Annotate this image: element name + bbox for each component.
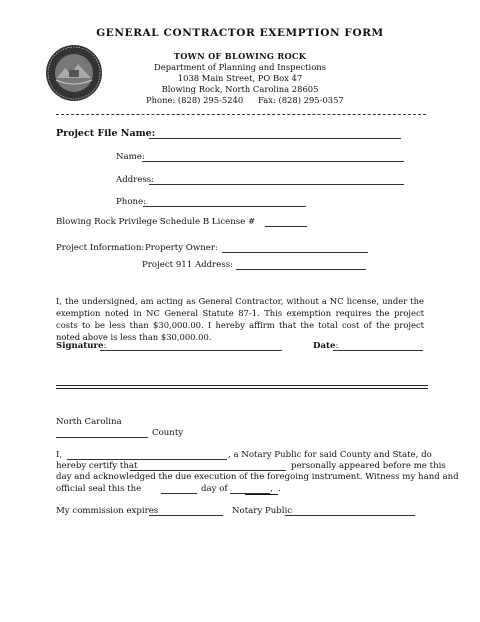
county-label: County: [152, 428, 184, 438]
project-info-label: Project Information:: [56, 243, 145, 253]
address-field[interactable]: [149, 174, 404, 185]
period-sep: .: [278, 484, 281, 494]
notary-name-field[interactable]: [67, 449, 227, 460]
city-line: Blowing Rock, North Carolina 28605: [161, 84, 319, 94]
notary-text-2: personally appeared before me this: [291, 461, 446, 471]
seal-day-field[interactable]: [161, 483, 197, 494]
property-owner-label: Property Owner:: [145, 243, 218, 253]
license-label: Blowing Rock Privilege Schedule B License #: [56, 217, 256, 227]
date-label: Date:: [313, 341, 339, 351]
address-label: Address:: [116, 175, 155, 185]
project-911-label: Project 911 Address:: [142, 260, 234, 270]
day-of-label: day of: [201, 484, 228, 494]
notary-public-label: Notary Public: [232, 506, 293, 516]
project-911-field[interactable]: [236, 259, 366, 270]
hereby-label: hereby certify that: [56, 461, 138, 471]
section-divider-secondary: [56, 388, 428, 389]
phone-line: Phone: (828) 295-5240: [146, 95, 244, 105]
notary-text-3: day and acknowledged the due execution of the foregoing instrument. Witness my hand and: [56, 472, 459, 482]
seal-year-field[interactable]: [245, 484, 278, 495]
phone-field[interactable]: [143, 196, 306, 207]
commission-field[interactable]: [149, 505, 223, 516]
exemption-statement: I, the undersigned, am acting as General Contractor, without a NC license, under the exemption noted in NC General Statute 87-1. This exemption requires the project costs to be less than $30,000.00. I hereby affirm that the total cost of the project noted above is less than $30,000.00.: [56, 296, 424, 342]
certify-person-field[interactable]: [130, 460, 286, 471]
town-name: TOWN OF BLOWING ROCK: [173, 51, 307, 61]
property-owner-field[interactable]: [222, 242, 368, 253]
project-file-field[interactable]: [149, 128, 401, 139]
seal-label: official seal this the: [56, 484, 142, 494]
signature-label: Signature:: [56, 341, 107, 351]
department-line: Department of Planning and Inspections: [154, 62, 326, 72]
notary-i: I,: [56, 450, 63, 460]
fax-line: Fax: (828) 295-0357: [258, 95, 344, 105]
commission-label: My commission expires: [56, 506, 159, 516]
notary-public-field[interactable]: [285, 505, 415, 516]
name-field[interactable]: [142, 151, 404, 162]
project-file-label: Project File Name:: [56, 128, 156, 139]
name-label: Name:: [116, 152, 145, 162]
street-line: 1038 Main Street, PO Box 47: [177, 73, 303, 83]
date-field[interactable]: [333, 340, 423, 351]
section-divider: [56, 385, 428, 386]
notary-text-1: , a Notary Public for said County and State, do: [228, 450, 432, 460]
signature-field[interactable]: [100, 340, 282, 351]
county-field[interactable]: [56, 427, 148, 438]
form-title: GENERAL CONTRACTOR EXEMPTION FORM: [96, 27, 384, 39]
dashed-divider: [56, 114, 426, 115]
comma-sep: ,: [270, 484, 273, 494]
phone-label: Phone:: [116, 197, 147, 207]
license-field[interactable]: [265, 216, 307, 227]
notary-state: North Carolina: [56, 417, 122, 427]
